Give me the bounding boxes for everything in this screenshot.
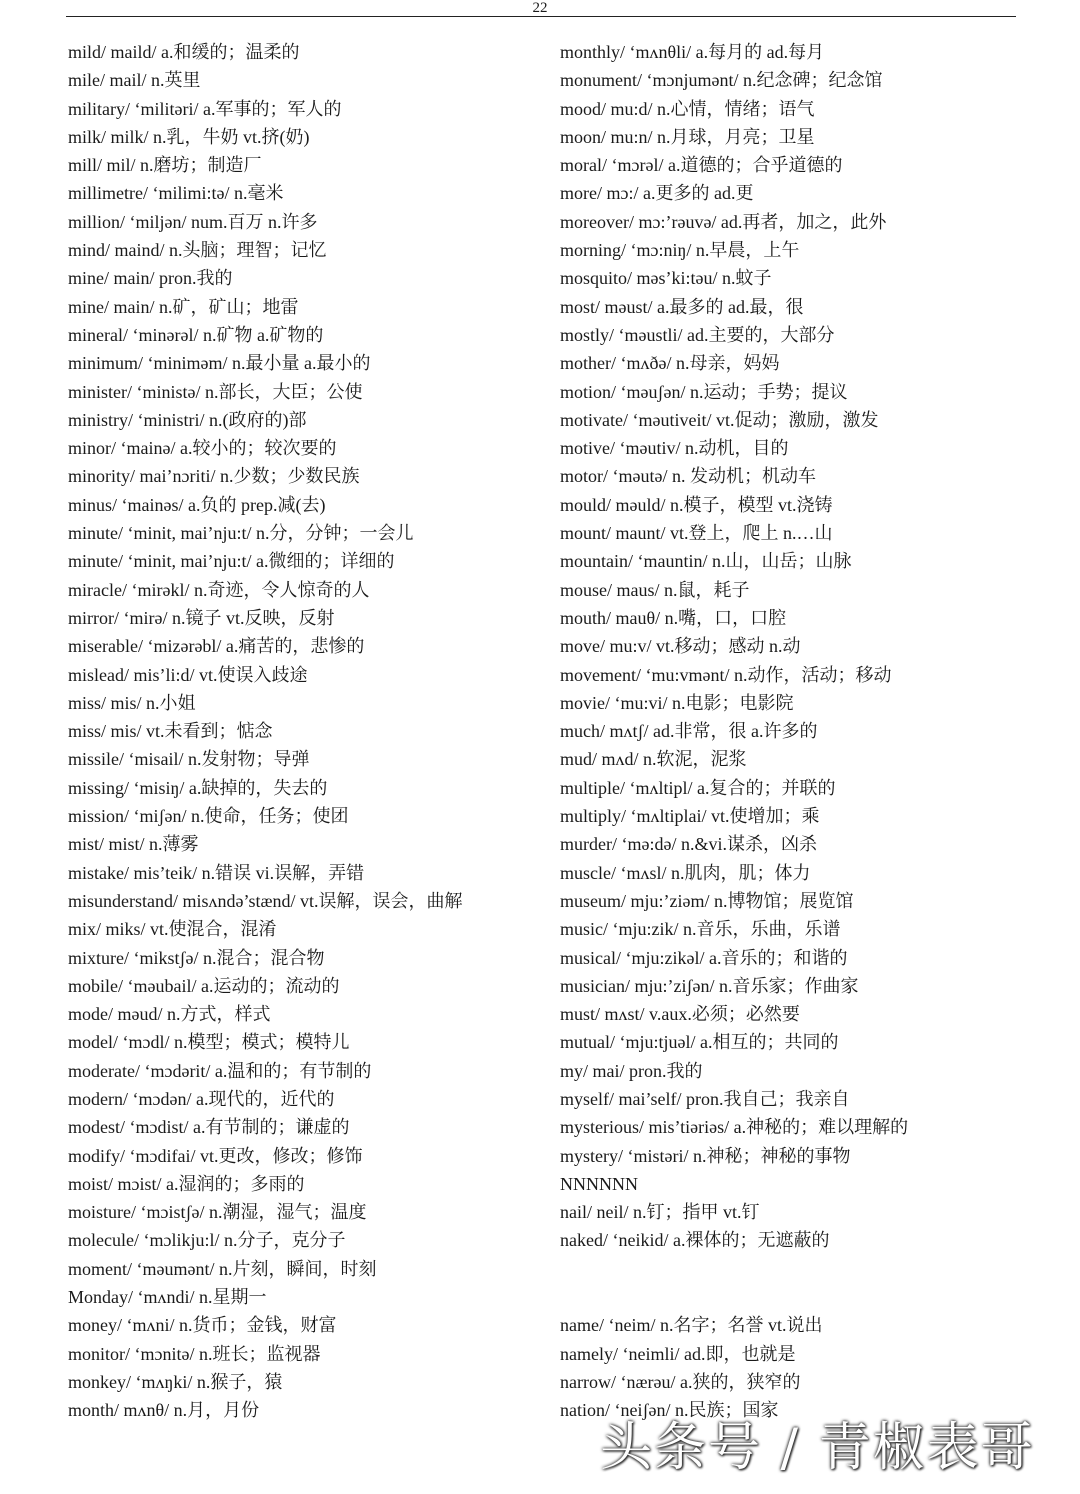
header-rule (66, 16, 1016, 17)
dictionary-entry: mistake/ mis’teik/ n.错误 vi.误解，弄错 (68, 862, 365, 883)
dictionary-entry: Monday/ ‘mʌndi/ n.星期一 (68, 1287, 267, 1308)
dictionary-entry: monkey/ ‘mʌŋki/ n.猴子，猿 (68, 1371, 283, 1392)
dictionary-entry: minute/ ‘minit, mai’nju:t/ n.分，分钟；一会儿 (68, 523, 414, 544)
right-column (560, 38, 1040, 1425)
dictionary-entry: mixture/ ‘mikstʃə/ n.混合；混合物 (68, 947, 325, 968)
dictionary-entry: mount/ maunt/ vt.登上，爬上 n.…山 (560, 523, 833, 544)
dictionary-entry: mild/ maild/ a.和缓的；温柔的 (68, 42, 300, 62)
dictionary-entry: more/ mɔ:/ a.更多的 ad.更 (560, 183, 754, 204)
dictionary-entry: mother/ ‘mʌðə/ n.母亲，妈妈 (560, 353, 780, 374)
dictionary-entry: motion/ ‘məuʃən/ n.运动；手势；提议 (560, 381, 848, 402)
dictionary-entry: monthly/ ‘mʌnθli/ a.每月的 ad.每月 (560, 42, 825, 62)
dictionary-entry: moisture/ ‘mɔistʃə/ n.潮湿，湿气；温度 (68, 1202, 367, 1223)
dictionary-entry: motivate/ ‘məutiveit/ vt.促动；激励，激发 (560, 409, 879, 430)
dictionary-entry: move/ mu:v/ vt.移动；感动 n.动 (560, 636, 801, 657)
dictionary-entry: ministry/ ‘ministri/ n.(政府的)部 (68, 409, 307, 430)
dictionary-entry: money/ ‘mʌni/ n.货币；金钱，财富 (68, 1315, 337, 1336)
dictionary-entry: multiply/ ‘mʌltiplai/ vt.使增加；乘 (560, 806, 820, 827)
dictionary-entry: mostly/ ‘məustli/ ad.主要的，大部分 (560, 324, 835, 345)
dictionary-entry: museum/ mju:’ziəm/ n.博物馆；展览馆 (560, 890, 854, 911)
dictionary-entry: mind/ maind/ n.头脑；理智；记忆 (68, 240, 327, 261)
dictionary-entry: mutual/ ‘mju:tjuəl/ a.相互的；共同的 (560, 1032, 839, 1053)
dictionary-entry: mould/ məuld/ n.模子，模型 vt.浇铸 (560, 494, 833, 515)
dictionary-entry: month/ mʌnθ/ n.月，月份 (68, 1400, 260, 1421)
dictionary-entry: mud/ mʌd/ n.软泥，泥浆 (560, 749, 747, 770)
dictionary-entry: murder/ ‘mə:də/ n.&vi.谋杀，凶杀 (560, 834, 817, 855)
dictionary-entry: moon/ mu:n/ n.月球，月亮；卫星 (560, 126, 815, 147)
dictionary-entry: multiple/ ‘mʌltipl/ a.复合的；并联的 (560, 777, 836, 798)
dictionary-entry: muscle/ ‘mʌsl/ n.肌肉，肌；体力 (560, 862, 811, 883)
dictionary-entry: minority/ mai’nɔriti/ n.少数；少数民族 (68, 466, 360, 487)
dictionary-entry: minister/ ‘ministə/ n.部长，大臣；公使 (68, 381, 363, 402)
dictionary-entry: much/ mʌtʃ/ ad.非常，很 a.许多的 (560, 721, 818, 742)
dictionary-entry: mill/ mil/ n.磨坊；制造厂 (68, 155, 262, 176)
dictionary-entry: mountain/ ‘mauntin/ n.山，山岳；山脉 (560, 551, 852, 572)
dictionary-entry: mouth/ mauθ/ n.嘴，口，口腔 (560, 607, 787, 628)
dictionary-entry: motive/ ‘məutiv/ n.动机，目的 (560, 438, 789, 459)
dictionary-entry: modern/ ‘mɔdən/ a.现代的，近代的 (68, 1088, 335, 1109)
dictionary-entry: nail/ neil/ n.钉；指甲 vt.钉 (560, 1202, 760, 1223)
dictionary-entry: my/ mai/ pron.我的 (560, 1060, 703, 1081)
dictionary-entry: misunderstand/ misʌndə’stænd/ vt.误解，误会，曲解 (68, 890, 463, 911)
dictionary-entry: mineral/ ‘minərəl/ n.矿物 a.矿物的 (68, 324, 324, 345)
dictionary-entry: most/ məust/ a.最多的 ad.最，很 (560, 296, 804, 317)
dictionary-entry: mine/ main/ pron.我的 (68, 268, 233, 289)
dictionary-entry: moist/ mɔist/ a.湿润的；多雨的 (68, 1173, 305, 1194)
dictionary-entry: monument/ ‘mɔnjumənt/ n.纪念碑；纪念馆 (560, 70, 883, 91)
dictionary-entry: miracle/ ‘mirəkl/ n.奇迹，令人惊奇的人 (68, 579, 370, 600)
dictionary-entry: moreover/ mɔ:’rəuvə/ ad.再者，加之，此外 (560, 211, 887, 232)
dictionary-entry: moderate/ ‘mɔdərit/ a.温和的；有节制的 (68, 1060, 372, 1081)
dictionary-entry: mine/ main/ n.矿，矿山；地雷 (68, 296, 299, 317)
dictionary-entry: mist/ mist/ n.薄雾 (68, 834, 199, 855)
dictionary-entry: nation/ ‘neiʃən/ n.民族；国家 (560, 1400, 779, 1421)
dictionary-entry: musician/ mju:’ziʃən/ n.音乐家；作曲家 (560, 975, 859, 996)
dictionary-entry: millimetre/ ‘milimi:tə/ n.毫米 (68, 183, 284, 204)
dictionary-entry: mirror/ ‘mirə/ n.镜子 vt.反映，反射 (68, 607, 335, 628)
dictionary-entry: mile/ mail/ n.英里 (68, 70, 201, 91)
dictionary-entry: mode/ məud/ n.方式，样式 (68, 1004, 271, 1025)
dictionary-entry: missing/ ‘misiŋ/ a.缺掉的，失去的 (68, 777, 328, 798)
dictionary-entry: namely/ ‘neimli/ ad.即，也就是 (560, 1343, 796, 1364)
dictionary-entry: miserable/ ‘mizərəbl/ a.痛苦的，悲惨的 (68, 636, 365, 657)
dictionary-entry: musical/ ‘mju:zikəl/ a.音乐的；和谐的 (560, 947, 848, 968)
dictionary-entry: million/ ‘miljən/ num.百万 n.许多 (68, 211, 318, 232)
dictionary-entry: mislead/ mis’li:d/ vt.使误入歧途 (68, 664, 308, 685)
dictionary-entry: moment/ ‘məumənt/ n.片刻，瞬间，时刻 (68, 1258, 377, 1279)
dictionary-entry: mysterious/ mis’tiəriəs/ a.神秘的；难以理解的 (560, 1117, 909, 1138)
dictionary-entry: minimum/ ‘miniməm/ n.最小量 a.最小的 (68, 353, 371, 374)
dictionary-entry: NNNNNN (560, 1173, 638, 1194)
dictionary-entry: mouse/ maus/ n.鼠，耗子 (560, 579, 750, 600)
dictionary-entry: music/ ‘mju:zik/ n.音乐，乐曲，乐谱 (560, 919, 841, 940)
dictionary-entry: miss/ mis/ n.小姐 (68, 692, 196, 713)
dictionary-entry: minus/ ‘mainəs/ a.负的 prep.减(去) (68, 494, 326, 515)
dictionary-entry: miss/ mis/ vt.未看到；惦念 (68, 721, 273, 742)
dictionary-entry: mood/ mu:d/ n.心情，情绪；语气 (560, 98, 815, 119)
dictionary-entry: missile/ ‘misail/ n.发射物；导弹 (68, 749, 310, 770)
dictionary-entry: mosquito/ məs’ki:təu/ n.蚊子 (560, 268, 772, 289)
dictionary-entry: movement/ ‘mu:vmənt/ n.动作，活动；移动 (560, 664, 892, 685)
dictionary-entry: molecule/ ‘mɔlikju:l/ n.分子，克分子 (68, 1230, 346, 1251)
dictionary-entry: myself/ mai’self/ pron.我自己；我亲自 (560, 1088, 850, 1109)
watermark: 头条号 / 青椒表哥 (600, 1418, 1035, 1478)
dictionary-entry: model/ ‘mɔdl/ n.模型；模式；模特儿 (68, 1032, 350, 1053)
dictionary-entry: minor/ ‘mainə/ a.较小的；较次要的 (68, 438, 337, 459)
dictionary-entry: naked/ ‘neikid/ a.裸体的；无遮蔽的 (560, 1230, 830, 1251)
dictionary-entry: mission/ ‘miʃən/ n.使命，任务；使团 (68, 806, 349, 827)
dictionary-entry: military/ ‘militəri/ a.军事的；军人的 (68, 98, 342, 119)
dictionary-entry: monitor/ ‘mɔnitə/ n.班长；监视器 (68, 1343, 321, 1364)
dictionary-entry: milk/ milk/ n.乳，牛奶 vt.挤(奶) (68, 126, 310, 147)
dictionary-entry: minute/ ‘minit, mai’nju:t/ a.微细的；详细的 (68, 551, 395, 572)
dictionary-entry: mobile/ ‘məubail/ a.运动的；流动的 (68, 975, 340, 996)
dictionary-entry: movie/ ‘mu:vi/ n.电影；电影院 (560, 692, 794, 713)
dictionary-entry: name/ ‘neim/ n.名字；名誉 vt.说出 (560, 1315, 823, 1336)
dictionary-entry: modify/ ‘mɔdifai/ vt.更改，修改；修饰 (68, 1145, 363, 1166)
dictionary-entry: must/ mʌst/ v.aux.必须；必然要 (560, 1004, 800, 1025)
dictionary-entry: narrow/ ‘nærəu/ a.狭的，狭窄的 (560, 1371, 801, 1392)
page-number: 22 (532, 0, 548, 16)
dictionary-entry: moral/ ‘mɔrəl/ a.道德的；合乎道德的 (560, 155, 843, 176)
dictionary-entry: mix/ miks/ vt.使混合，混淆 (68, 919, 277, 940)
dictionary-entry: mystery/ ‘mistəri/ n.神秘；神秘的事物 (560, 1145, 851, 1166)
dictionary-entry: motor/ ‘məutə/ n. 发动机；机动车 (560, 466, 816, 487)
dictionary-entry: modest/ ‘mɔdist/ a.有节制的；谦虚的 (68, 1117, 350, 1138)
dictionary-entry: morning/ ‘mɔ:niŋ/ n.早晨，上午 (560, 240, 800, 261)
left-column (68, 38, 548, 1425)
